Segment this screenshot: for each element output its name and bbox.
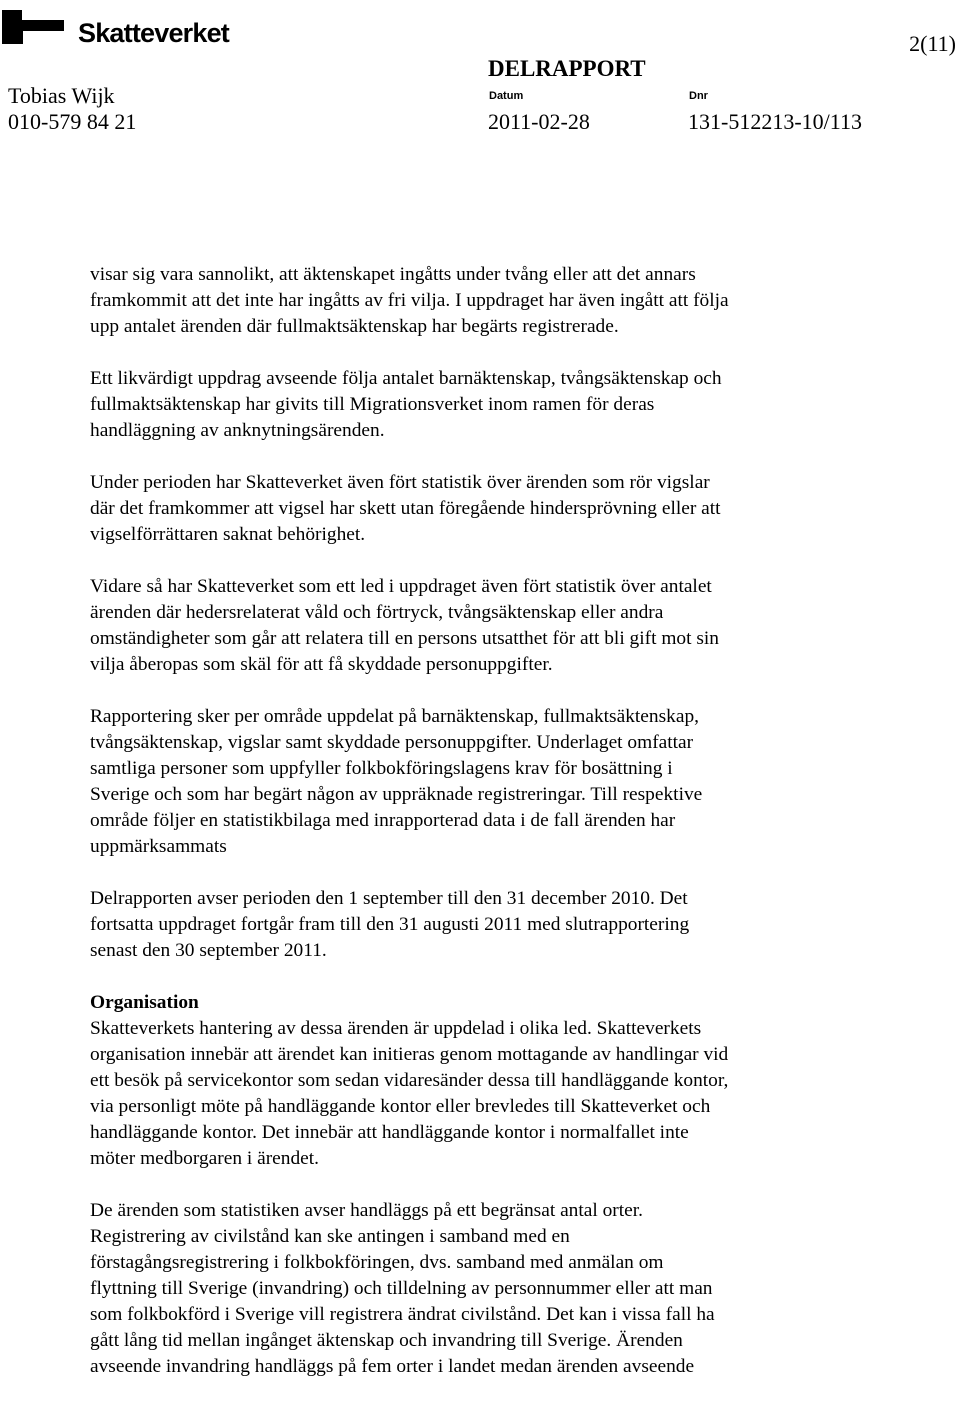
text-line: organisation innebär att ärendet kan initieras genom mottagande av handlingar vid	[90, 1044, 729, 1065]
text-line: där det framkommer att vigsel har skett utan föregående hindersprövning eller att	[90, 498, 721, 519]
text-line: fortsatta uppdraget fortgår fram till den 31 augusti 2011 med slutrapportering	[90, 914, 690, 935]
text-line: senast den 30 september 2011.	[90, 940, 327, 961]
author-name: Tobias Wijk	[8, 83, 115, 108]
paragraph-1	[90, 262, 940, 340]
text-line: Under perioden har Skatteverket även fört statistik över ärenden som rör vigslar	[90, 472, 710, 493]
organisation-section	[90, 990, 940, 1172]
text-line: vigselförrättaren saknat behörighet.	[90, 524, 366, 545]
section-heading: Organisation	[90, 992, 199, 1013]
dnr-value: 131-512213-10/113	[688, 109, 862, 134]
text-line: uppmärksammats	[90, 836, 227, 857]
text-line: gått lång tid mellan ingånget äktenskap och invandring till Sverige. Ärenden	[90, 1330, 683, 1351]
report-body	[90, 262, 940, 1406]
text-line: ett besök på servicekontor som sedan vidaresänder dessa till handläggande kontor,	[90, 1070, 729, 1091]
dnr-label: Dnr	[689, 90, 708, 102]
text-line: samtliga personer som uppfyller folkbokföringslagens krav för bosättning i	[90, 758, 673, 779]
text-line: Vidare så har Skatteverket som ett led i uppdraget även fört statistik över antalet	[90, 576, 712, 597]
text-line: via personligt möte på handläggande kontor eller brevledes till Skatteverket och	[90, 1096, 711, 1117]
page-number: 2(11)	[909, 31, 956, 56]
paragraph-3	[90, 470, 940, 548]
text-line: handläggning av anknytningsärenden.	[90, 420, 385, 441]
text-line: handläggande kontor. Det innebär att handläggande kontor i normalfallet inte	[90, 1122, 689, 1143]
date-value: 2011-02-28	[488, 109, 590, 134]
document-type: DELRAPPORT	[488, 56, 646, 81]
text-line: framkommit att det inte har ingåtts av fri vilja. I uppdraget har även ingått att följa	[90, 290, 729, 311]
text-line: vilja åberopas som skäl för att få skyddade personuppgifter.	[90, 654, 553, 675]
text-line: omständigheter som går att relatera till en persons utsatthet för att bli gift mot sin	[90, 628, 719, 649]
text-line: Rapportering sker per område uppdelat på barnäktenskap, fullmaktsäktenskap,	[90, 706, 699, 727]
text-line: De ärenden som statistiken avser handläggs på ett begränsat antal orter.	[90, 1200, 643, 1221]
text-line: som folkbokförd i Sverige vill registrera ändrat civilstånd. Det kan i vissa fall ha	[90, 1304, 715, 1325]
text-line: möter medborgaren i ärendet.	[90, 1148, 320, 1169]
text-line: avseende invandring handläggs på fem orter i landet medan ärenden avseende	[90, 1356, 695, 1377]
skatteverket-crown-icon	[2, 10, 64, 44]
paragraph-4	[90, 574, 940, 678]
text-line: visar sig vara sannolikt, att äktenskapet ingåtts under tvång eller att det annars	[90, 264, 696, 285]
text-line: Registrering av civilstånd kan ske antingen i samband med en	[90, 1226, 570, 1247]
skatteverket-logo	[2, 10, 232, 50]
date-label: Datum	[489, 90, 524, 102]
text-line: Delrapporten avser perioden den 1 september till den 31 december 2010. Det	[90, 888, 688, 909]
paragraph-6	[90, 886, 940, 964]
brand-name: Skatteverket	[78, 18, 230, 48]
paragraph-8	[90, 1198, 940, 1380]
author-phone: 010-579 84 21	[8, 109, 137, 134]
text-line: upp antalet ärenden där fullmaktsäktenskap har begärts registrerade.	[90, 316, 619, 337]
paragraph-5	[90, 704, 940, 860]
text-line: Ett likvärdigt uppdrag avseende följa antalet barnäktenskap, tvångsäktenskap och	[90, 368, 722, 389]
text-line: förstagångsregistrering i folkbokföringen, dvs. samband med anmälan om	[90, 1252, 664, 1273]
text-line: Skatteverkets hantering av dessa ärenden är uppdelad i olika led. Skatteverkets	[90, 1018, 702, 1039]
paragraph-2	[90, 366, 940, 444]
text-line: fullmaktsäktenskap har givits till Migrationsverket inom ramen för deras	[90, 394, 655, 415]
text-line: flyttning till Sverige (invandring) och tilldelning av personnummer eller att man	[90, 1278, 713, 1299]
text-line: ärenden där hedersrelaterat våld och förtryck, tvångsäktenskap eller andra	[90, 602, 664, 623]
text-line: tvångsäktenskap, vigslar samt skyddade personuppgifter. Underlaget omfattar	[90, 732, 694, 753]
text-line: Sverige och som har begärt någon av uppräknade registreringar. Till respektive	[90, 784, 703, 805]
text-line: område följer en statistikbilaga med inrapporterad data i de fall ärenden har	[90, 810, 676, 831]
